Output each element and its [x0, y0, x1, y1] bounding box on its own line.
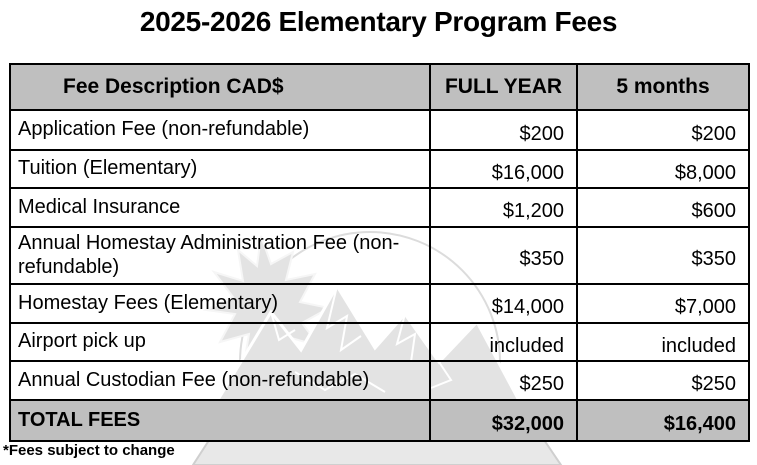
- fees-table: [9, 63, 750, 442]
- header-cell-full-year: FULL YEAR: [430, 64, 577, 110]
- table-row: [10, 110, 749, 150]
- fee-value-full-year: included: [430, 323, 577, 361]
- fee-value-5-months: $7,000: [577, 284, 749, 323]
- header-cell-description: Fee Description CAD$: [10, 64, 430, 110]
- fee-label: Annual Custodian Fee (non-refundable): [10, 361, 430, 400]
- fee-label: Application Fee (non-refundable): [10, 110, 430, 150]
- fee-label: Tuition (Elementary): [10, 150, 430, 188]
- fee-value-5-months: $200: [577, 110, 749, 150]
- fee-value-5-months: $250: [577, 361, 749, 400]
- fee-value-full-year: $1,200: [430, 188, 577, 227]
- fee-label: Homestay Fees (Elementary): [10, 284, 430, 323]
- header-cell-5-months: 5 months: [577, 64, 749, 110]
- footnote: *Fees subject to change: [3, 442, 175, 459]
- total-label: TOTAL FEES: [10, 400, 430, 441]
- fee-value-full-year: $250: [430, 361, 577, 400]
- fee-value-full-year: $200: [430, 110, 577, 150]
- total-value-5-months: $16,400: [577, 400, 749, 441]
- total-value-full-year: $32,000: [430, 400, 577, 441]
- table-row: [10, 150, 749, 188]
- fee-value-full-year: $350: [430, 227, 577, 284]
- table-row: [10, 284, 749, 323]
- table-row: [10, 227, 749, 284]
- table-row: [10, 361, 749, 400]
- fee-label: Medical Insurance: [10, 188, 430, 227]
- fee-value-5-months: $350: [577, 227, 749, 284]
- fee-value-5-months: $600: [577, 188, 749, 227]
- fee-label: Annual Homestay Administration Fee (non-refundable): [10, 227, 430, 284]
- fee-value-full-year: $16,000: [430, 150, 577, 188]
- total-row: [10, 400, 749, 441]
- fee-value-5-months: $8,000: [577, 150, 749, 188]
- table-row: [10, 323, 749, 361]
- fee-value-full-year: $14,000: [430, 284, 577, 323]
- page-title: 2025-2026 Elementary Program Fees: [139, 6, 618, 37]
- fee-value-5-months: included: [577, 323, 749, 361]
- table-row: [10, 188, 749, 227]
- fee-label: Airport pick up: [10, 323, 430, 361]
- header-row: [10, 64, 749, 110]
